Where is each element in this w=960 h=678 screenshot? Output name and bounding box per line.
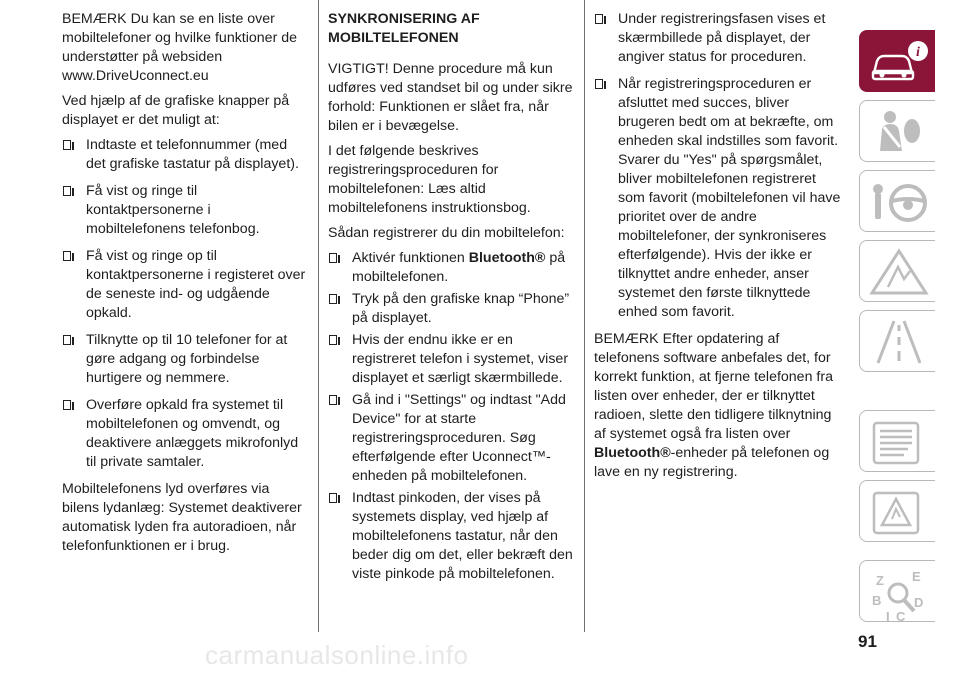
checkbox-bullet-icon xyxy=(329,294,337,304)
tab-car-info[interactable] xyxy=(859,30,935,92)
list-item: Tilknytte op til 10 telefoner for at gøre adgang og forbindelse hurtigere og nemmere. xyxy=(62,331,310,388)
section-heading: SYNKRONISERING AF MOBILTELEFONEN xyxy=(328,11,480,46)
checkbox-bullet-icon xyxy=(63,140,71,150)
column-divider xyxy=(584,0,585,632)
list-item: Hvis der endnu ikke er en registreret telefon i systemet, viser displayet et særligt skærmbillede. xyxy=(328,331,576,388)
tab-maintenance[interactable] xyxy=(859,410,935,472)
list-item: Når registreringsproceduren er afsluttet med succes, bliver brugeren bedt om at bekræfte, om enheden skal indstilles som favorit. Svarer du "Yes" på spørgsmålet, bliver mobiltelefonen registreret som favorit (mobiltelefonen vil have prioritet over de andre mobiltelefoner, der synkroniseres efterfølgende). Hvis der ikke er tilknyttet andre enheder, anser systemet den første tilknyttede enhed som favorit. xyxy=(594,75,842,322)
svg-text:I: I xyxy=(886,609,890,623)
checkbox-bullet-icon xyxy=(63,186,71,196)
note-paragraph: BEMÆRK Du kan se en liste over mobiltelefoner og hvilke funktioner de understøtter på websiden www.DriveUconnect.eu xyxy=(62,11,298,84)
tab-emergency[interactable] xyxy=(859,310,935,372)
checkbox-bullet-icon xyxy=(595,14,603,24)
checklist-icon xyxy=(868,417,930,467)
tab-index[interactable] xyxy=(859,560,935,622)
checkbox-bullet-icon xyxy=(63,400,71,410)
list-item: Indtaste et telefonnummer (med det grafiske tastatur på displayet). xyxy=(62,136,310,174)
watermark: carmanualsonline.info xyxy=(205,640,469,670)
warning-triangle-icon xyxy=(868,247,930,297)
checkbox-bullet-icon xyxy=(329,253,337,263)
checkbox-bullet-icon xyxy=(329,493,337,503)
warning-list-icon xyxy=(868,487,930,537)
feature-list xyxy=(62,136,310,472)
column-2 xyxy=(328,10,576,590)
list-item: Aktivér funktionen Bluetooth® på mobiltelefonen. xyxy=(328,249,576,287)
checkbox-bullet-icon xyxy=(329,395,337,405)
tab-starting-driving[interactable] xyxy=(859,170,935,232)
column-1 xyxy=(62,10,310,562)
car-info-icon xyxy=(868,37,930,87)
page-number: 91 xyxy=(858,632,877,651)
warning-paragraph: VIGTIGT! Denne procedure må kun udføres ved standset bil og under sikre forhold: Funktionen er slået fra, når bilen er i bevægelse. xyxy=(328,61,573,134)
tab-technical-data[interactable] xyxy=(859,480,935,542)
key-steering-wheel-icon xyxy=(868,177,930,227)
list-item: Gå ind i "Settings" og indtast "Add Device" for at starte registreringsproceduren. Søg efterfølgende efter Uconnect™-enheden på mobiltelefonen. xyxy=(328,391,576,486)
list-item: Få vist og ringe til kontaktpersonerne i mobiltelefonens telefonbog. xyxy=(62,182,310,239)
list-item: Tryk på den grafiske knap “Phone” på displayet. xyxy=(328,290,576,328)
svg-text:C: C xyxy=(896,609,906,623)
tab-safety[interactable] xyxy=(859,100,935,162)
index-letters-icon xyxy=(868,567,930,623)
seatbelt-airbag-icon xyxy=(868,107,930,157)
checkbox-bullet-icon xyxy=(63,335,71,345)
svg-text:D: D xyxy=(914,595,924,610)
lead-paragraph: Ved hjælp af de grafiske knapper på displayet er det muligt at: xyxy=(62,93,290,128)
status-list xyxy=(594,10,842,322)
road-lane-icon xyxy=(868,317,930,367)
list-item: Under registreringsfasen vises et skærmbillede på displayet, der angiver status for proceduren. xyxy=(594,10,842,67)
tab-warning-lights[interactable] xyxy=(859,240,935,302)
lead-paragraph: Sådan registrerer du din mobiltelefon: xyxy=(328,225,565,241)
body-paragraph: I det følgende beskrives registreringsproceduren for mobiltelefonen: Læs altid mobiltelefonens instruktionsbog. xyxy=(328,143,531,216)
svg-text:B: B xyxy=(872,593,882,608)
checkbox-bullet-icon xyxy=(329,335,337,345)
svg-text:i: i xyxy=(916,45,920,60)
procedure-list xyxy=(328,249,576,584)
column-3 xyxy=(594,10,842,488)
note-paragraph: BEMÆRK Efter opdatering af telefonens software anbefales det, for korrekt funktion, at fjerne telefonen fra listen over enheder, der er tilknyttet radioen, slette den tidligere tilknytning af systemet også fra listen over Bluetooth®-enheder på telefonen og lave en ny registrering. xyxy=(594,331,833,480)
column-divider xyxy=(318,0,319,632)
svg-text:Z: Z xyxy=(876,573,884,588)
checkbox-bullet-icon xyxy=(63,251,71,261)
body-paragraph: Mobiltelefonens lyd overføres via bilens lydanlæg: Systemet deaktiverer automatisk lyden fra autoradioen, når telefonfunktionen er i brug. xyxy=(62,481,302,554)
svg-text:E: E xyxy=(912,569,921,584)
checkbox-bullet-icon xyxy=(595,79,603,89)
list-item: Få vist og ringe op til kontaktpersonerne i registeret over de seneste ind- og udgående opkald. xyxy=(62,247,310,323)
list-item: Overføre opkald fra systemet til mobiltelefonen og omvendt, og deaktivere anlæggets mikrofonlyd til private samtaler. xyxy=(62,396,310,472)
list-item: Indtast pinkoden, der vises på systemets display, ved hjælp af mobiltelefonens tastatur, når den beder dig om det, eller bekræft den viste pinkode på mobiltelefonen. xyxy=(328,489,576,584)
